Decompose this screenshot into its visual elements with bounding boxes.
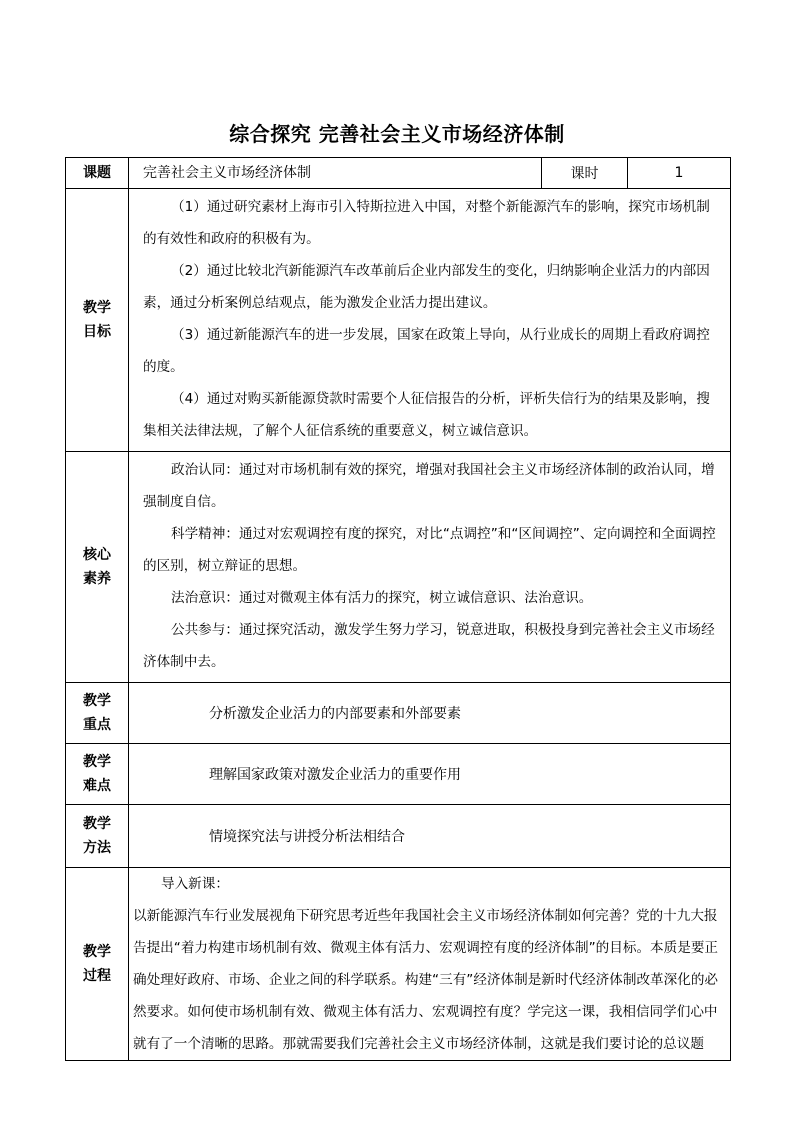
literacy-row [66,452,731,683]
difficulty-value: 理解国家政策对激发企业活力的重要作用 [129,744,731,805]
key-point-value: 分析激发企业活力的内部要素和外部要素 [129,683,731,744]
process-heading: 导入新课： [161,876,229,892]
literacy-item: 法治意识：通过对微观主体有活力的探究，树立诚信意识、法治意识。 [171,590,593,606]
process-text: 以新能源汽车行业发展视角下研究思考近些年我国社会主义市场经济体制如何完善？党的十九大报告提出“着力构建市场机制有效、微观主体有活力、宏观调控有度的经济体制”的目标。本质是要正确处理好政府、市场、企业之间的科学联系。构建“三有”经济体制是新时代经济体制改革深化的必然要求。如何使市场机制有效、微观主体有活力、宏观调控有度？学完这一课，我相信同学们心中就有了一个清晰的思路。那就需要我们完善社会主义市场经济体制，这就是我们要讨论的总议题 [133,908,719,1052]
goal-item: （1）通过研究素材上海市引入特斯拉进入中国，对整个新能源汽车的影响，探究市场机制的有效性和政府的积极有为。 [143,199,710,247]
document-title: 综合探究 完善社会主义市场经济体制 [229,122,565,146]
literacy-item: 公共参与：通过探究活动，激发学生努力学习，锐意进取，积极投身到完善社会主义市场经济体制中去。 [143,622,715,670]
topic-label: 课题 [66,158,129,189]
goals-content [129,189,731,452]
goal-item: （3）通过新能源汽车的进一步发展，国家在政策上导向，从行业成长的周期上看政府调控的度。 [143,327,710,375]
process-content [129,868,731,1061]
literacy-item: 政治认同：通过对市场机制有效的探究，增强对我国社会主义市场经济体制的政治认同，增强制度自信。 [143,462,715,510]
process-row [66,868,731,1061]
literacy-label: 核心 素养 [66,452,129,683]
literacy-content [129,452,731,683]
goals-row [66,189,731,452]
key-point-row [66,683,731,744]
method-value: 情境探究法与讲授分析法相结合 [129,805,731,868]
difficulty-label: 教学 难点 [66,744,129,805]
topic-value: 完善社会主义市场经济体制 [129,158,542,189]
process-label: 教学 过程 [66,868,129,1061]
hours-value: 1 [628,158,731,189]
method-row [66,805,731,868]
method-label: 教学 方法 [66,805,129,868]
goal-item: （4）通过对购买新能源贷款时需要个人征信报告的分析，评析失信行为的结果及影响，搜集相关法律法规，了解个人征信系统的重要意义，树立诚信意识。 [143,391,710,439]
goals-label: 教学 目标 [66,189,129,452]
key-point-label: 教学 重点 [66,683,129,744]
difficulty-row [66,744,731,805]
topic-row [66,158,731,189]
lesson-plan-table [65,157,731,1061]
literacy-item: 科学精神：通过对宏观调控有度的探究，对比“点调控”和“区间调控”、定向调控和全面调控的区别，树立辩证的思想。 [143,526,716,574]
goal-item: （2）通过比较北汽新能源汽车改革前后企业内部发生的变化，归纳影响企业活力的内部因素，通过分析案例总结观点，能为激发企业活力提出建议。 [143,263,710,311]
hours-label: 课时 [542,158,628,189]
